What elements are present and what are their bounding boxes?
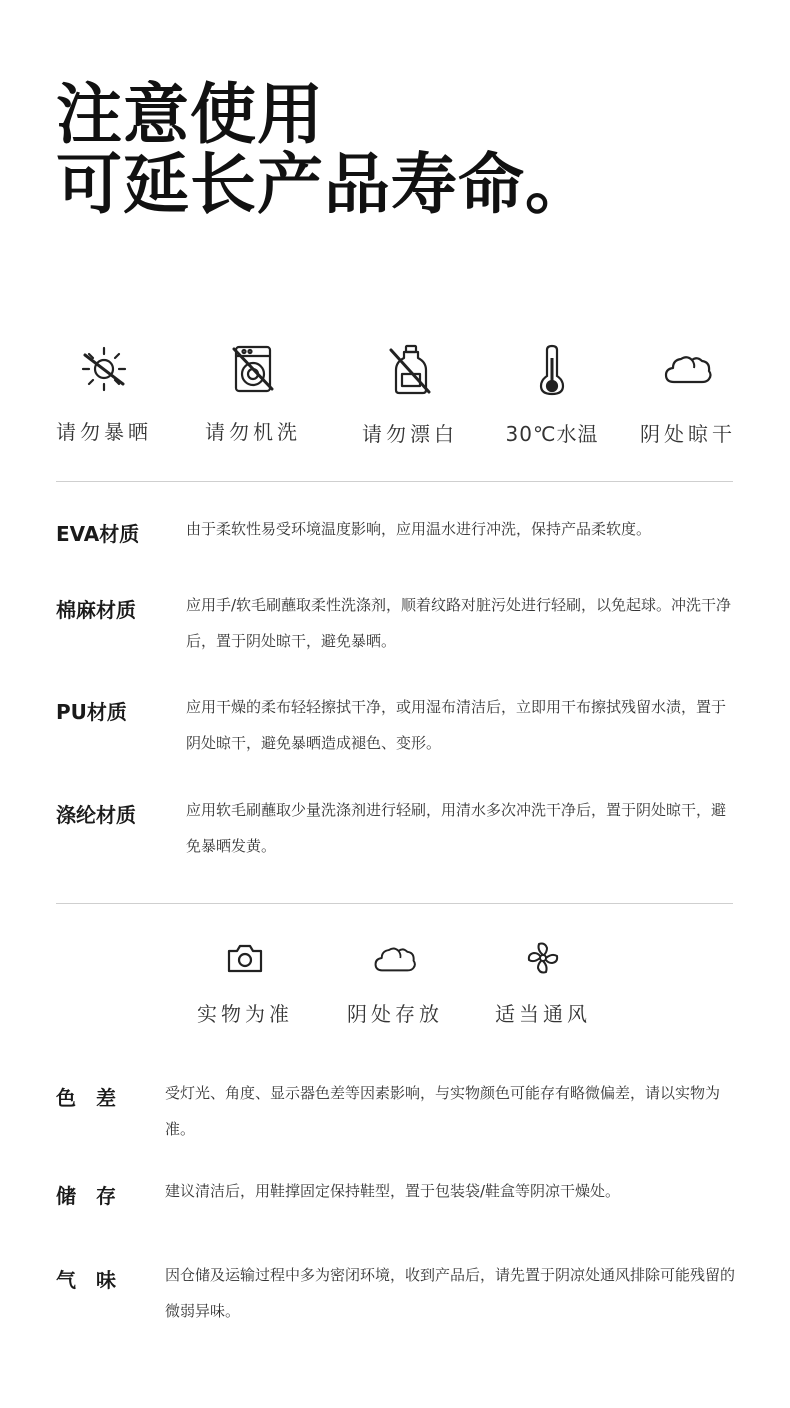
- no-sun-icon: [78, 344, 130, 394]
- material-name: EVA材质: [56, 522, 140, 546]
- material-desc: 应用手/软毛刷蘸取柔性洗涤剂，顺着纹路对脏污处进行轻刷，以免起球。冲洗干净后，置于阴处晾干，避免暴晒。: [186, 596, 732, 650]
- care-item-shade-dry: [636, 344, 740, 447]
- material-name: 涤纶材质: [56, 803, 136, 827]
- care-item-water-temp: [500, 344, 604, 447]
- material-desc: 应用干燥的柔布轻轻擦拭干净，或用湿布清洁后，立即用干布擦拭残留水渍，置于阴处晾干，避免暴晒造成褪色、变形。: [186, 698, 727, 752]
- page-title: [56, 76, 592, 223]
- storage-label: 阴处存放: [347, 1002, 443, 1026]
- title-line-1: 注意使用: [56, 76, 324, 153]
- storage-item-actual: [190, 940, 300, 1027]
- cloud-icon: [662, 344, 714, 396]
- note-desc: 建议清洁后，用鞋撑固定保持鞋型，置于包装袋/鞋盒等阴凉干燥处。: [165, 1182, 621, 1200]
- storage-item-ventilation: [488, 940, 598, 1027]
- note-desc: 因仓储及运输过程中多为密闭环境，收到产品后，请先置于阴凉处通风排除可能残留的微弱异味。: [165, 1266, 736, 1320]
- care-item-no-machine-wash: [198, 344, 308, 445]
- care-item-no-bleach: [355, 344, 465, 447]
- title-line-2: 可延长产品寿命。: [56, 146, 592, 223]
- storage-label: 实物为准: [197, 1002, 293, 1026]
- divider-top: [56, 481, 733, 482]
- storage-item-shade: [340, 940, 450, 1027]
- note-name: 储存: [56, 1184, 136, 1208]
- material-desc: 应用软毛刷蘸取少量洗涤剂进行轻刷，用清水多次冲洗干净后，置于阴处晾干，避免暴晒发黄。: [186, 801, 727, 855]
- material-desc: 由于柔软性易受环境温度影响，应用温水进行冲洗，保持产品柔软度。: [186, 520, 652, 538]
- no-bleach-icon: [384, 344, 436, 396]
- camera-icon: [225, 940, 265, 976]
- no-machine-wash-icon: [227, 344, 279, 394]
- storage-label: 适当通风: [495, 1002, 591, 1026]
- material-name: PU材质: [56, 700, 127, 724]
- care-label: 阴处晾干: [640, 422, 736, 446]
- care-label: 30℃水温: [505, 422, 599, 446]
- note-desc: 受灯光、角度、显示器色差等因素影响，与实物颜色可能存有略微偏差，请以实物为准。: [165, 1084, 721, 1138]
- note-name: 色差: [56, 1086, 136, 1110]
- material-name: 棉麻材质: [56, 598, 136, 622]
- care-label: 请勿机洗: [205, 420, 301, 444]
- care-item-no-sun: [52, 344, 156, 445]
- cloud-icon: [372, 940, 418, 976]
- divider-middle: [56, 903, 733, 904]
- note-name: 气味: [56, 1268, 136, 1292]
- care-label: 请勿漂白: [362, 422, 458, 446]
- thermometer-icon: [526, 344, 578, 396]
- care-label: 请勿暴晒: [56, 420, 152, 444]
- fan-icon: [523, 940, 563, 976]
